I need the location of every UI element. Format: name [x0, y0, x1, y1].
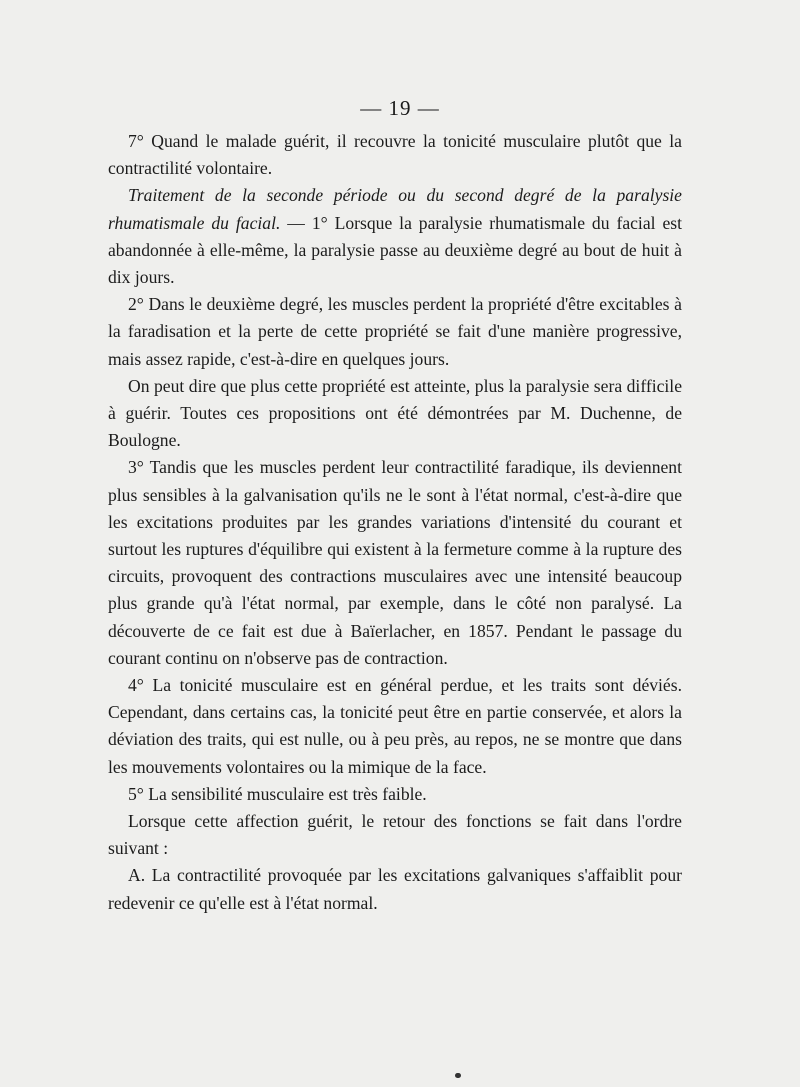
paragraph-4: 4° La tonicité musculaire est en général perdue, et les traits sont déviés. Cependant, dans certains cas, la tonicité peut être en partie conservée, et alors la déviation des traits, qui est nulle, ou à peu près, au repos, ne se montre que dans les mouvements volontaires ou la mimique de la face. — [108, 675, 682, 777]
page-number: — 19 — — [360, 96, 440, 120]
paragraph-2: 2° Dans le deuxième degré, les muscles perdent la propriété d'être excitables à la faradisation et la perte de cette propriété se fait d'une manière progressive, mais assez rapide, c'est-à-dire en quelques jours. — [108, 294, 682, 369]
ink-speck — [455, 1073, 461, 1078]
paragraph-treatment — [108, 182, 682, 291]
body-text — [108, 128, 682, 917]
paragraph-text: — 1° Lorsque la paralysie rhumatismale du facial est abandonnée à elle-même, la paralysie passe au deuxième degré au bout de huit à dix jours. — [108, 212, 682, 288]
paragraph-5: 5° La sensibilité musculaire est très faible. — [128, 783, 427, 804]
paragraph-3: 3° Tandis que les muscles perdent leur contractilité faradique, ils deviennent plus sensibles à la galvanisation qu'ils ne le sont à l'état normal, c'est-à-dire que les excitations produites par les grandes variations d'intensité du courant et surtout les ruptures d'équilibre qui existent à la fermeture comme à la rupture des circuits, provoquent des contractions musculaires avec une intensité beaucoup plus grande qu'à l'état normal, par exemple, dans le côté non paralysé. La découverte de ce fait est due à Baïerlacher, en 1857. Pendant le passage du courant continu on n'observe pas de contraction. — [108, 457, 682, 668]
paragraph-on-peut-dire: On peut dire que plus cette propriété est atteinte, plus la paralysie sera difficile à guérir. Toutes ces propositions ont été démontrées par M. Duchenne, de Boulogne. — [108, 375, 682, 451]
paragraph-a: A. La contractilité provoquée par les excitations galvaniques s'affaiblit pour redevenir ce qu'elle est à l'état normal. — [108, 865, 682, 913]
paragraph-7: 7° Quand le malade guérit, il recouvre la tonicité musculaire plutôt que la contractilité volontaire. — [108, 131, 682, 179]
section-heading: Traitement de la seconde période ou du second degré de la paralysie rhumatismale du facial. — [108, 185, 682, 233]
paragraph-lorsque: Lorsque cette affection guérit, le retour des fonctions se fait dans l'ordre suivant : — [108, 811, 682, 859]
